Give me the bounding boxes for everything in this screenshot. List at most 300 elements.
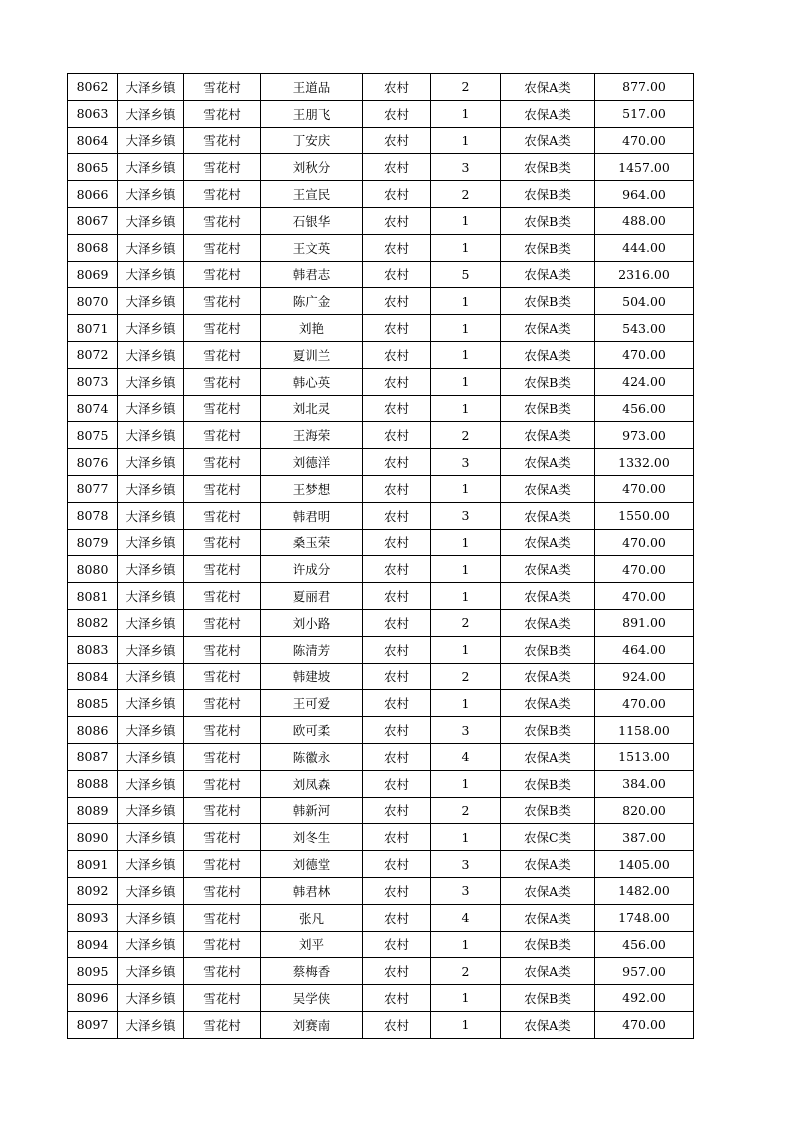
amount-cell: 1405.00	[595, 851, 694, 878]
household-size-cell: 3	[431, 154, 501, 181]
residence-type-cell: 农村	[363, 904, 431, 931]
household-size-cell: 3	[431, 502, 501, 529]
category-cell: 农保A类	[501, 851, 595, 878]
household-size-cell: 1	[431, 556, 501, 583]
residence-type-cell: 农村	[363, 770, 431, 797]
residence-type-cell: 农村	[363, 181, 431, 208]
township-cell: 大泽乡镇	[118, 743, 184, 770]
table-row	[68, 931, 694, 958]
amount-cell: 1550.00	[595, 502, 694, 529]
amount-cell: 957.00	[595, 958, 694, 985]
township-cell: 大泽乡镇	[118, 395, 184, 422]
record-number-cell: 8077	[68, 475, 118, 502]
record-number-cell: 8068	[68, 234, 118, 261]
table-row	[68, 985, 694, 1012]
village-cell: 雪花村	[184, 74, 261, 101]
residence-type-cell: 农村	[363, 851, 431, 878]
village-cell: 雪花村	[184, 609, 261, 636]
category-cell: 农保B类	[501, 234, 595, 261]
record-number-cell: 8097	[68, 1011, 118, 1038]
household-size-cell: 1	[431, 315, 501, 342]
household-size-cell: 2	[431, 958, 501, 985]
table-row	[68, 341, 694, 368]
amount-cell: 424.00	[595, 368, 694, 395]
table-row	[68, 315, 694, 342]
household-size-cell: 1	[431, 475, 501, 502]
residence-type-cell: 农村	[363, 877, 431, 904]
record-number-cell: 8074	[68, 395, 118, 422]
category-cell: 农保B类	[501, 288, 595, 315]
household-size-cell: 1	[431, 583, 501, 610]
residence-type-cell: 农村	[363, 717, 431, 744]
category-cell: 农保A类	[501, 743, 595, 770]
household-size-cell: 2	[431, 797, 501, 824]
table-row	[68, 100, 694, 127]
household-size-cell: 1	[431, 368, 501, 395]
record-number-cell: 8078	[68, 502, 118, 529]
category-cell: 农保A类	[501, 127, 595, 154]
residence-type-cell: 农村	[363, 154, 431, 181]
township-cell: 大泽乡镇	[118, 475, 184, 502]
residence-type-cell: 农村	[363, 824, 431, 851]
household-size-cell: 1	[431, 1011, 501, 1038]
household-size-cell: 2	[431, 74, 501, 101]
household-size-cell: 1	[431, 100, 501, 127]
household-size-cell: 2	[431, 663, 501, 690]
table-row	[68, 502, 694, 529]
category-cell: 农保A类	[501, 663, 595, 690]
table-row	[68, 261, 694, 288]
category-cell: 农保A类	[501, 422, 595, 449]
amount-cell: 470.00	[595, 1011, 694, 1038]
residence-type-cell: 农村	[363, 636, 431, 663]
household-size-cell: 1	[431, 636, 501, 663]
name-cell: 丁安庆	[261, 127, 363, 154]
village-cell: 雪花村	[184, 395, 261, 422]
township-cell: 大泽乡镇	[118, 368, 184, 395]
category-cell: 农保B类	[501, 181, 595, 208]
village-cell: 雪花村	[184, 690, 261, 717]
record-number-cell: 8080	[68, 556, 118, 583]
name-cell: 王文英	[261, 234, 363, 261]
category-cell: 农保A类	[501, 341, 595, 368]
township-cell: 大泽乡镇	[118, 154, 184, 181]
village-cell: 雪花村	[184, 207, 261, 234]
village-cell: 雪花村	[184, 583, 261, 610]
category-cell: 农保B类	[501, 395, 595, 422]
household-size-cell: 4	[431, 904, 501, 931]
amount-cell: 1482.00	[595, 877, 694, 904]
amount-cell: 891.00	[595, 609, 694, 636]
record-number-cell: 8083	[68, 636, 118, 663]
village-cell: 雪花村	[184, 234, 261, 261]
table-row	[68, 234, 694, 261]
village-cell: 雪花村	[184, 502, 261, 529]
township-cell: 大泽乡镇	[118, 609, 184, 636]
township-cell: 大泽乡镇	[118, 422, 184, 449]
residence-type-cell: 农村	[363, 288, 431, 315]
village-cell: 雪花村	[184, 315, 261, 342]
township-cell: 大泽乡镇	[118, 583, 184, 610]
township-cell: 大泽乡镇	[118, 207, 184, 234]
residence-type-cell: 农村	[363, 583, 431, 610]
residence-type-cell: 农村	[363, 100, 431, 127]
residence-type-cell: 农村	[363, 315, 431, 342]
name-cell: 桑玉荣	[261, 529, 363, 556]
category-cell: 农保A类	[501, 502, 595, 529]
table-row	[68, 797, 694, 824]
name-cell: 陈广金	[261, 288, 363, 315]
residence-type-cell: 农村	[363, 502, 431, 529]
village-cell: 雪花村	[184, 985, 261, 1012]
residence-type-cell: 农村	[363, 958, 431, 985]
table-row	[68, 181, 694, 208]
name-cell: 刘小路	[261, 609, 363, 636]
residence-type-cell: 农村	[363, 449, 431, 476]
record-number-cell: 8094	[68, 931, 118, 958]
village-cell: 雪花村	[184, 663, 261, 690]
name-cell: 吴学侠	[261, 985, 363, 1012]
name-cell: 韩君志	[261, 261, 363, 288]
residence-type-cell: 农村	[363, 475, 431, 502]
record-number-cell: 8087	[68, 743, 118, 770]
amount-cell: 543.00	[595, 315, 694, 342]
name-cell: 夏丽君	[261, 583, 363, 610]
category-cell: 农保B类	[501, 207, 595, 234]
township-cell: 大泽乡镇	[118, 636, 184, 663]
household-size-cell: 1	[431, 234, 501, 261]
amount-cell: 973.00	[595, 422, 694, 449]
household-size-cell: 4	[431, 743, 501, 770]
amount-cell: 384.00	[595, 770, 694, 797]
household-size-cell: 1	[431, 985, 501, 1012]
township-cell: 大泽乡镇	[118, 556, 184, 583]
category-cell: 农保B类	[501, 154, 595, 181]
table-row	[68, 609, 694, 636]
village-cell: 雪花村	[184, 1011, 261, 1038]
township-cell: 大泽乡镇	[118, 261, 184, 288]
village-cell: 雪花村	[184, 449, 261, 476]
household-size-cell: 1	[431, 690, 501, 717]
table-row	[68, 74, 694, 101]
amount-cell: 444.00	[595, 234, 694, 261]
name-cell: 王海荣	[261, 422, 363, 449]
category-cell: 农保C类	[501, 824, 595, 851]
village-cell: 雪花村	[184, 368, 261, 395]
record-number-cell: 8096	[68, 985, 118, 1012]
record-number-cell: 8066	[68, 181, 118, 208]
name-cell: 刘冬生	[261, 824, 363, 851]
category-cell: 农保A类	[501, 1011, 595, 1038]
township-cell: 大泽乡镇	[118, 449, 184, 476]
table-row	[68, 288, 694, 315]
residence-type-cell: 农村	[363, 395, 431, 422]
amount-cell: 470.00	[595, 556, 694, 583]
village-cell: 雪花村	[184, 958, 261, 985]
record-number-cell: 8091	[68, 851, 118, 878]
village-cell: 雪花村	[184, 341, 261, 368]
residence-type-cell: 农村	[363, 609, 431, 636]
name-cell: 石银华	[261, 207, 363, 234]
township-cell: 大泽乡镇	[118, 181, 184, 208]
name-cell: 王朋飞	[261, 100, 363, 127]
residence-type-cell: 农村	[363, 985, 431, 1012]
name-cell: 刘艳	[261, 315, 363, 342]
category-cell: 农保B类	[501, 985, 595, 1012]
category-cell: 农保B类	[501, 797, 595, 824]
amount-cell: 456.00	[595, 395, 694, 422]
residence-type-cell: 农村	[363, 261, 431, 288]
name-cell: 王宣民	[261, 181, 363, 208]
record-number-cell: 8090	[68, 824, 118, 851]
amount-cell: 1513.00	[595, 743, 694, 770]
category-cell: 农保A类	[501, 261, 595, 288]
village-cell: 雪花村	[184, 475, 261, 502]
record-number-cell: 8086	[68, 717, 118, 744]
record-number-cell: 8065	[68, 154, 118, 181]
table-row	[68, 1011, 694, 1038]
township-cell: 大泽乡镇	[118, 1011, 184, 1038]
roster-table	[67, 73, 694, 1039]
amount-cell: 2316.00	[595, 261, 694, 288]
amount-cell: 517.00	[595, 100, 694, 127]
table-row	[68, 690, 694, 717]
table-row	[68, 154, 694, 181]
amount-cell: 470.00	[595, 690, 694, 717]
residence-type-cell: 农村	[363, 422, 431, 449]
table-row	[68, 851, 694, 878]
village-cell: 雪花村	[184, 904, 261, 931]
village-cell: 雪花村	[184, 743, 261, 770]
household-size-cell: 2	[431, 181, 501, 208]
name-cell: 刘平	[261, 931, 363, 958]
category-cell: 农保B类	[501, 931, 595, 958]
table-row	[68, 877, 694, 904]
table-row	[68, 958, 694, 985]
category-cell: 农保A类	[501, 556, 595, 583]
township-cell: 大泽乡镇	[118, 958, 184, 985]
residence-type-cell: 农村	[363, 368, 431, 395]
record-number-cell: 8081	[68, 583, 118, 610]
record-number-cell: 8075	[68, 422, 118, 449]
name-cell: 韩建坡	[261, 663, 363, 690]
household-size-cell: 2	[431, 422, 501, 449]
amount-cell: 820.00	[595, 797, 694, 824]
township-cell: 大泽乡镇	[118, 824, 184, 851]
category-cell: 农保A类	[501, 904, 595, 931]
record-number-cell: 8072	[68, 341, 118, 368]
household-size-cell: 3	[431, 877, 501, 904]
category-cell: 农保A类	[501, 449, 595, 476]
township-cell: 大泽乡镇	[118, 770, 184, 797]
amount-cell: 464.00	[595, 636, 694, 663]
township-cell: 大泽乡镇	[118, 127, 184, 154]
name-cell: 王梦想	[261, 475, 363, 502]
table-row	[68, 556, 694, 583]
amount-cell: 1332.00	[595, 449, 694, 476]
category-cell: 农保A类	[501, 958, 595, 985]
record-number-cell: 8092	[68, 877, 118, 904]
name-cell: 陈徽永	[261, 743, 363, 770]
table-row	[68, 743, 694, 770]
amount-cell: 470.00	[595, 341, 694, 368]
household-size-cell: 1	[431, 288, 501, 315]
village-cell: 雪花村	[184, 770, 261, 797]
household-size-cell: 1	[431, 207, 501, 234]
township-cell: 大泽乡镇	[118, 717, 184, 744]
name-cell: 欧可柔	[261, 717, 363, 744]
category-cell: 农保A类	[501, 315, 595, 342]
name-cell: 韩新河	[261, 797, 363, 824]
residence-type-cell: 农村	[363, 341, 431, 368]
name-cell: 刘北灵	[261, 395, 363, 422]
village-cell: 雪花村	[184, 529, 261, 556]
residence-type-cell: 农村	[363, 797, 431, 824]
village-cell: 雪花村	[184, 636, 261, 663]
record-number-cell: 8082	[68, 609, 118, 636]
township-cell: 大泽乡镇	[118, 74, 184, 101]
village-cell: 雪花村	[184, 100, 261, 127]
category-cell: 农保A类	[501, 475, 595, 502]
amount-cell: 456.00	[595, 931, 694, 958]
village-cell: 雪花村	[184, 422, 261, 449]
amount-cell: 488.00	[595, 207, 694, 234]
name-cell: 刘秋分	[261, 154, 363, 181]
residence-type-cell: 农村	[363, 931, 431, 958]
village-cell: 雪花村	[184, 717, 261, 744]
residence-type-cell: 农村	[363, 234, 431, 261]
household-size-cell: 3	[431, 449, 501, 476]
amount-cell: 470.00	[595, 583, 694, 610]
name-cell: 韩君明	[261, 502, 363, 529]
name-cell: 陈清芳	[261, 636, 363, 663]
record-number-cell: 8084	[68, 663, 118, 690]
table-row	[68, 449, 694, 476]
category-cell: 农保A类	[501, 583, 595, 610]
township-cell: 大泽乡镇	[118, 851, 184, 878]
table-row	[68, 422, 694, 449]
amount-cell: 504.00	[595, 288, 694, 315]
name-cell: 许成分	[261, 556, 363, 583]
record-number-cell: 8064	[68, 127, 118, 154]
table-row	[68, 395, 694, 422]
household-size-cell: 1	[431, 395, 501, 422]
residence-type-cell: 农村	[363, 690, 431, 717]
category-cell: 农保B类	[501, 717, 595, 744]
record-number-cell: 8085	[68, 690, 118, 717]
amount-cell: 964.00	[595, 181, 694, 208]
village-cell: 雪花村	[184, 127, 261, 154]
table-row	[68, 904, 694, 931]
township-cell: 大泽乡镇	[118, 931, 184, 958]
household-size-cell: 1	[431, 931, 501, 958]
table-row	[68, 475, 694, 502]
record-number-cell: 8071	[68, 315, 118, 342]
amount-cell: 492.00	[595, 985, 694, 1012]
category-cell: 农保A类	[501, 529, 595, 556]
village-cell: 雪花村	[184, 181, 261, 208]
category-cell: 农保B类	[501, 636, 595, 663]
category-cell: 农保A类	[501, 100, 595, 127]
amount-cell: 470.00	[595, 529, 694, 556]
table-row	[68, 529, 694, 556]
record-number-cell: 8070	[68, 288, 118, 315]
table-row	[68, 663, 694, 690]
category-cell: 农保B类	[501, 368, 595, 395]
table-row	[68, 368, 694, 395]
name-cell: 刘凤森	[261, 770, 363, 797]
name-cell: 刘德堂	[261, 851, 363, 878]
record-number-cell: 8067	[68, 207, 118, 234]
amount-cell: 470.00	[595, 475, 694, 502]
village-cell: 雪花村	[184, 261, 261, 288]
township-cell: 大泽乡镇	[118, 234, 184, 261]
household-size-cell: 2	[431, 609, 501, 636]
category-cell: 农保B类	[501, 770, 595, 797]
township-cell: 大泽乡镇	[118, 904, 184, 931]
township-cell: 大泽乡镇	[118, 341, 184, 368]
amount-cell: 1457.00	[595, 154, 694, 181]
record-number-cell: 8063	[68, 100, 118, 127]
township-cell: 大泽乡镇	[118, 985, 184, 1012]
household-size-cell: 1	[431, 529, 501, 556]
table-row	[68, 127, 694, 154]
record-number-cell: 8089	[68, 797, 118, 824]
residence-type-cell: 农村	[363, 127, 431, 154]
amount-cell: 924.00	[595, 663, 694, 690]
village-cell: 雪花村	[184, 851, 261, 878]
household-size-cell: 1	[431, 341, 501, 368]
township-cell: 大泽乡镇	[118, 797, 184, 824]
residence-type-cell: 农村	[363, 663, 431, 690]
residence-type-cell: 农村	[363, 207, 431, 234]
table-row	[68, 770, 694, 797]
household-size-cell: 5	[431, 261, 501, 288]
category-cell: 农保A类	[501, 609, 595, 636]
name-cell: 夏训兰	[261, 341, 363, 368]
table-row	[68, 207, 694, 234]
village-cell: 雪花村	[184, 931, 261, 958]
record-number-cell: 8062	[68, 74, 118, 101]
name-cell: 刘赛南	[261, 1011, 363, 1038]
name-cell: 刘德洋	[261, 449, 363, 476]
category-cell: 农保A类	[501, 690, 595, 717]
township-cell: 大泽乡镇	[118, 877, 184, 904]
name-cell: 王可爱	[261, 690, 363, 717]
township-cell: 大泽乡镇	[118, 690, 184, 717]
roster-body	[68, 74, 694, 1039]
table-row	[68, 636, 694, 663]
table-row	[68, 583, 694, 610]
name-cell: 蔡梅香	[261, 958, 363, 985]
residence-type-cell: 农村	[363, 74, 431, 101]
village-cell: 雪花村	[184, 797, 261, 824]
household-size-cell: 3	[431, 717, 501, 744]
name-cell: 王道品	[261, 74, 363, 101]
amount-cell: 387.00	[595, 824, 694, 851]
township-cell: 大泽乡镇	[118, 529, 184, 556]
table-row	[68, 824, 694, 851]
residence-type-cell: 农村	[363, 556, 431, 583]
name-cell: 韩心英	[261, 368, 363, 395]
record-number-cell: 8076	[68, 449, 118, 476]
township-cell: 大泽乡镇	[118, 100, 184, 127]
village-cell: 雪花村	[184, 556, 261, 583]
category-cell: 农保A类	[501, 74, 595, 101]
name-cell: 韩君林	[261, 877, 363, 904]
residence-type-cell: 农村	[363, 1011, 431, 1038]
township-cell: 大泽乡镇	[118, 315, 184, 342]
